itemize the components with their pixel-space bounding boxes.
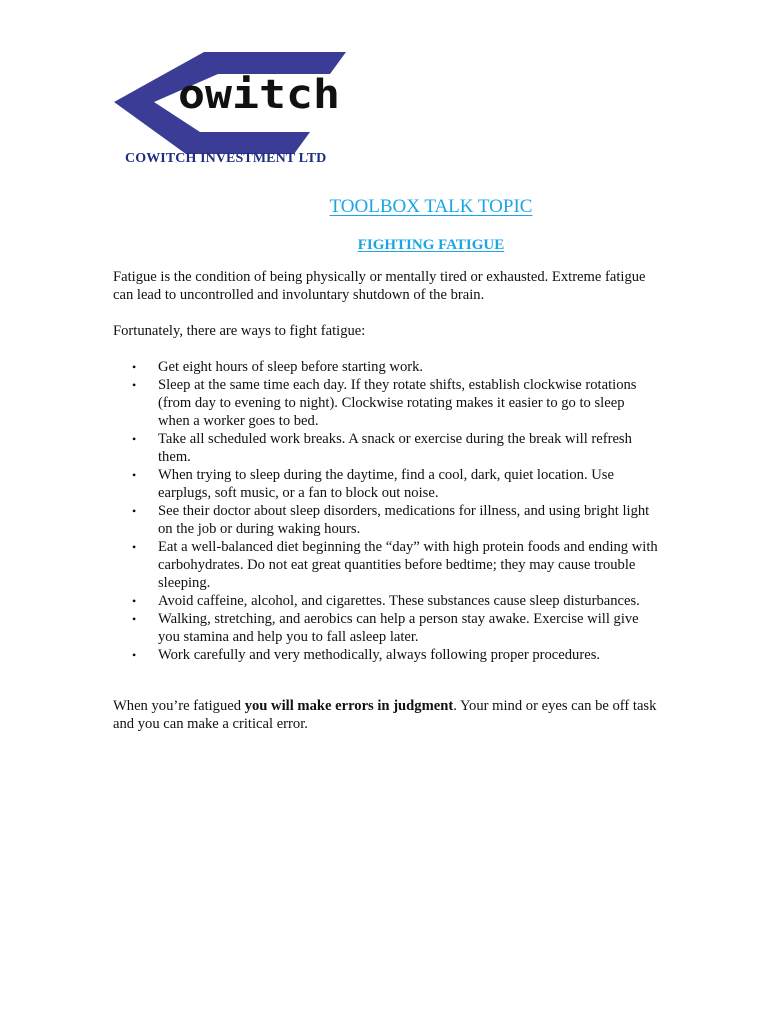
list-item-text: Work carefully and very methodically, always following proper procedures. xyxy=(158,647,601,663)
intro-paragraph: Fatigue is the condition of being physically or mentally tired or exhausted. Extreme fatigue can lead to uncontrolled and involuntary shutdown of the brain. xyxy=(113,269,646,303)
bullet-icon: • xyxy=(132,648,137,662)
fatigue-tips-list xyxy=(113,358,658,664)
list-item-text: Get eight hours of sleep before starting work. xyxy=(158,359,424,375)
closing-text-end: . Your mind or eyes can be off task and you can make a critical error. xyxy=(113,698,657,732)
bullet-icon: • xyxy=(132,432,137,446)
document-title: TOOLBOX TALK TOPIC xyxy=(329,196,533,217)
cowitch-logo xyxy=(114,52,346,154)
list-item-text: Walking, stretching, and aerobics can help a person stay awake. Exercise will give you stamina and help you to fall asleep later. xyxy=(158,611,639,645)
list-item-text: Eat a well-balanced diet beginning the “day” with high protein foods and ending with carbohydrates. Do not eat great quantities before bedtime; they may cause trouble sleeping. xyxy=(158,539,658,591)
list-item xyxy=(113,358,658,376)
list-item-text: Avoid caffeine, alcohol, and cigarettes. These substances cause sleep disturbances. xyxy=(158,593,640,609)
closing-text-start: When you’re fatigued xyxy=(113,698,245,714)
bullet-icon: • xyxy=(132,378,137,392)
company-name: COWITCH INVESTMENT LTD xyxy=(125,151,327,166)
bullet-icon: • xyxy=(132,468,137,482)
list-item-text: See their doctor about sleep disorders, medications for illness, and using bright light on the job or during waking hours. xyxy=(158,503,650,537)
list-item xyxy=(113,376,658,430)
bullet-icon: • xyxy=(132,504,137,518)
list-item xyxy=(113,466,658,502)
list-item xyxy=(113,646,658,664)
bullet-icon: • xyxy=(132,360,137,374)
bullet-icon: • xyxy=(132,540,137,554)
closing-paragraph xyxy=(113,697,658,733)
list-item xyxy=(113,538,658,592)
logo-wordmark: owitch xyxy=(178,72,340,118)
bullet-icon: • xyxy=(132,594,137,608)
list-item xyxy=(113,430,658,466)
list-item xyxy=(113,502,658,538)
list-item xyxy=(113,592,658,610)
list-item-text: Take all scheduled work breaks. A snack or exercise during the break will refresh them. xyxy=(158,431,632,465)
closing-emphasis: you will make errors in judgment xyxy=(244,698,454,714)
list-item-text: Sleep at the same time each day. If they rotate shifts, establish clockwise rotations (from day to evening to night). Clockwise rotating makes it easier to go to sleep when a worker goes to bed. xyxy=(158,377,637,429)
document-subtitle: FIGHTING FATIGUE xyxy=(357,237,505,253)
list-item xyxy=(113,610,658,646)
bullet-icon: • xyxy=(132,612,137,626)
list-item-text: When trying to sleep during the daytime, find a cool, dark, quiet location. Use earplugs, soft music, or a fan to block out noise. xyxy=(158,467,614,501)
lead-paragraph: Fortunately, there are ways to fight fatigue: xyxy=(113,323,366,339)
